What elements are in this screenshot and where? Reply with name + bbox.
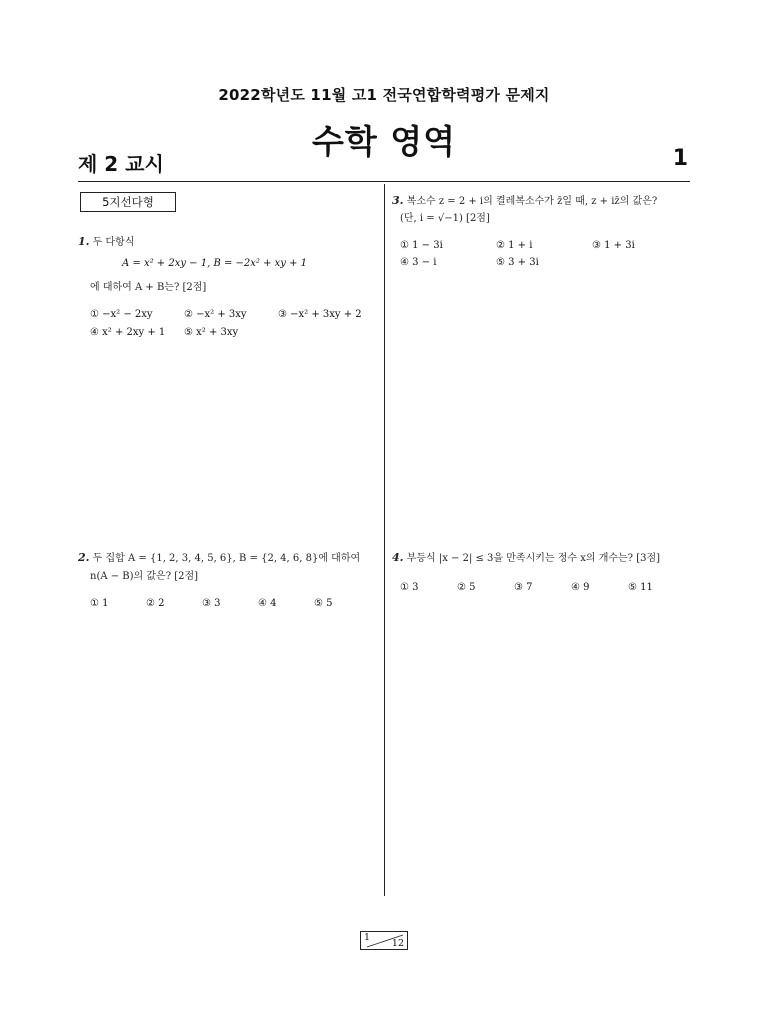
page-indicator-total: 12 (391, 938, 404, 949)
question-2-line-1-text: 두 집합 A = {1, 2, 3, 4, 5, 6}, B = {2, 4, 6, 8}에 대하여 (92, 553, 361, 564)
question-2-line-1 (78, 549, 360, 564)
question-1-stem-text: 두 다항식 (92, 237, 135, 248)
question-4-number: 4. (392, 551, 404, 564)
page-indicator-current: 1 (364, 932, 371, 943)
question-1-option-5[interactable]: ⑤ x² + 3xy (184, 327, 239, 338)
header-divider (78, 181, 690, 182)
question-2-number: 2. (78, 551, 90, 564)
question-1-expression: A = x² + 2xy − 1, B = −2x² + xy + 1 (122, 258, 308, 269)
question-3-option-1[interactable]: ① 1 − 3i (400, 240, 443, 251)
question-1-number: 1. (78, 235, 90, 248)
question-3-option-3[interactable]: ③ 1 + 3i (592, 240, 635, 251)
question-3-option-5[interactable]: ⑤ 3 + 3i (496, 257, 539, 268)
page-indicator (360, 931, 408, 950)
question-4-option-5[interactable]: ⑤ 11 (628, 582, 653, 593)
question-4-line-1-text: 부등식 |x − 2| ≤ 3을 만족시키는 정수 x의 개수는? [3점] (406, 553, 661, 564)
question-4-option-2[interactable]: ② 5 (457, 582, 476, 593)
question-2-option-3[interactable]: ③ 3 (202, 598, 221, 609)
session-label: 제 2 교시 (78, 152, 164, 176)
question-type-box: 5지선다형 (80, 192, 176, 212)
question-3-option-4[interactable]: ④ 3 − i (400, 257, 437, 268)
question-3-line-2: (단, i = √−1) [2점] (400, 213, 490, 224)
subject-title: 수학 영역 (311, 122, 456, 161)
question-3-line-1 (392, 192, 657, 207)
column-divider (384, 184, 385, 896)
question-2-option-5[interactable]: ⑤ 5 (314, 598, 333, 609)
question-1-option-4[interactable]: ④ x² + 2xy + 1 (90, 327, 166, 338)
question-1-stem (78, 233, 135, 248)
question-1-option-2[interactable]: ② −x² + 3xy (184, 309, 247, 320)
page-number: 1 (672, 146, 688, 171)
question-4-option-4[interactable]: ④ 9 (571, 582, 590, 593)
question-3-option-2[interactable]: ② 1 + i (496, 240, 533, 251)
question-2-option-1[interactable]: ① 1 (90, 598, 109, 609)
question-4-line-1 (392, 549, 660, 564)
question-3-line-1-text: 복소수 z = 2 + i의 켤레복소수가 z̄일 때, z + iz̄의 값은? (406, 196, 658, 207)
question-3-number: 3. (392, 194, 404, 207)
question-1-option-3[interactable]: ③ −x² + 3xy + 2 (278, 309, 362, 320)
question-2-option-2[interactable]: ② 2 (146, 598, 165, 609)
exam-subtitle: 2022학년도 11월 고1 전국연합학력평가 문제지 (218, 86, 550, 104)
question-1-prompt: 에 대하여 A + B는? [2점] (90, 282, 207, 293)
question-2-option-4[interactable]: ④ 4 (258, 598, 277, 609)
question-4-option-3[interactable]: ③ 7 (514, 582, 533, 593)
question-2-line-2: n(A − B)의 값은? [2점] (90, 571, 199, 582)
question-4-option-1[interactable]: ① 3 (400, 582, 419, 593)
question-1-option-1[interactable]: ① −x² − 2xy (90, 309, 153, 320)
